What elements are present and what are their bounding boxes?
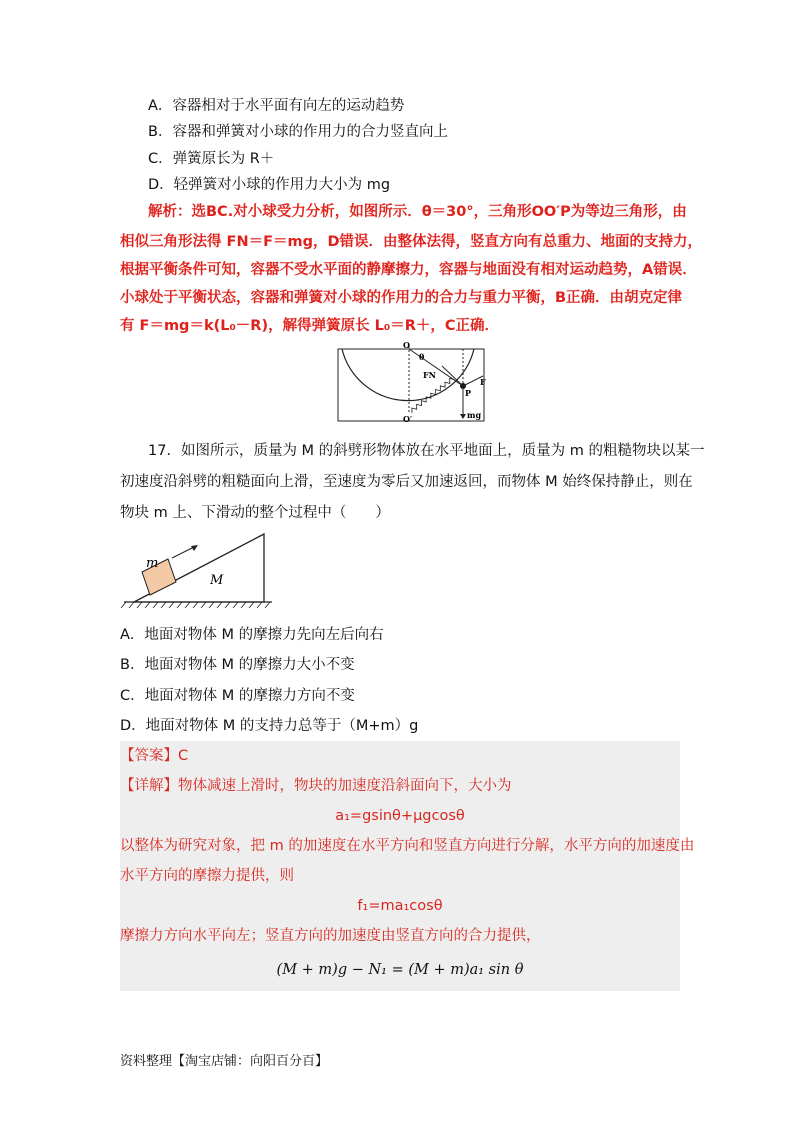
answer-detail-2: 以整体为研究对象，把 m 的加速度在水平方向和竖直方向进行分解，水平方向的加速度由 bbox=[120, 838, 695, 854]
answer-equation-3: (M + m)g − N₁ = (M + m)a₁ sin θ bbox=[276, 962, 524, 978]
analysis-line-2: 相似三角形法得 FN＝F＝mg，D错误．由整体法得，竖直方向有总重力、地面的支持力， bbox=[120, 234, 703, 250]
label-f: F bbox=[480, 377, 486, 387]
q17-option-a: A．地面对物体 M 的摩擦力先向左后向右 bbox=[120, 627, 384, 643]
analysis-line-3: 根据平衡条件可知，容器不受水平面的静摩擦力，容器与地面没有相对运动趋势，A错误． bbox=[120, 262, 697, 278]
label-m: m bbox=[146, 556, 159, 571]
answer-detail-3: 水平方向的摩擦力提供，则 bbox=[120, 868, 294, 884]
q17-option-b: B．地面对物体 M 的摩擦力大小不变 bbox=[120, 657, 355, 673]
label-o: O bbox=[403, 340, 410, 350]
container-figure bbox=[337, 340, 487, 424]
label-fn: FN bbox=[423, 370, 436, 380]
analysis-line-5: 有 F＝mg＝k(L₀－R)，解得弹簧原长 L₀＝R＋，C正确． bbox=[120, 318, 500, 334]
option-a-prev: A．容器相对于水平面有向左的运动趋势 bbox=[148, 98, 405, 114]
answer-label: 【答案】C bbox=[120, 748, 189, 764]
q17-option-d: D．地面对物体 M 的支持力总等于（M+m）g bbox=[120, 718, 419, 734]
q17-stem-line-3: 物块 m 上、下滑动的整个过程中（ ） bbox=[120, 505, 390, 521]
answer-equation-1: a₁=gsinθ+μgcosθ bbox=[335, 808, 465, 824]
option-c-prev: C．弹簧原长为 R＋ bbox=[148, 151, 275, 167]
label-theta: θ bbox=[419, 352, 425, 362]
q17-stem-line-2: 初速度沿斜劈的粗糙面向上滑，至速度为零后又加速返回，而物体 M 始终保持静止，则在 bbox=[120, 474, 693, 490]
analysis-line-4: 小球处于平衡状态，容器和弹簧对小球的作用力的合力与重力平衡，B正确．由胡克定律 bbox=[120, 290, 683, 306]
option-d-prev: D．轻弹簧对小球的作用力大小为 mg bbox=[148, 177, 391, 193]
analysis-line-1: 解析：选BC.对小球受力分析，如图所示．θ＝30°，三角形OO′P为等边三角形，由 bbox=[148, 204, 687, 220]
label-big-m: M bbox=[210, 573, 224, 588]
answer-detail-4: 摩擦力方向水平向左；竖直方向的加速度由竖直方向的合力提供， bbox=[120, 928, 541, 944]
q17-option-c: C．地面对物体 M 的摩擦力方向不变 bbox=[120, 688, 355, 704]
answer-detail-1: 【详解】物体减速上滑时，物块的加速度沿斜面向下，大小为 bbox=[120, 778, 512, 794]
wedge-figure bbox=[120, 530, 280, 610]
q17-stem-line-1: 17．如图所示，质量为 M 的斜劈形物体放在水平地面上，质量为 m 的粗糙物块以某一 bbox=[148, 443, 705, 459]
label-o-prime: O′ bbox=[403, 414, 413, 424]
option-b-prev: B．容器和弹簧对小球的作用力的合力竖直向上 bbox=[148, 124, 448, 140]
answer-equation-2: f₁=ma₁cosθ bbox=[357, 898, 443, 914]
label-mg: mg bbox=[467, 410, 482, 420]
label-p: P bbox=[465, 388, 472, 398]
page-footer: 资料整理【淘宝店铺：向阳百分百】 bbox=[120, 1054, 329, 1069]
